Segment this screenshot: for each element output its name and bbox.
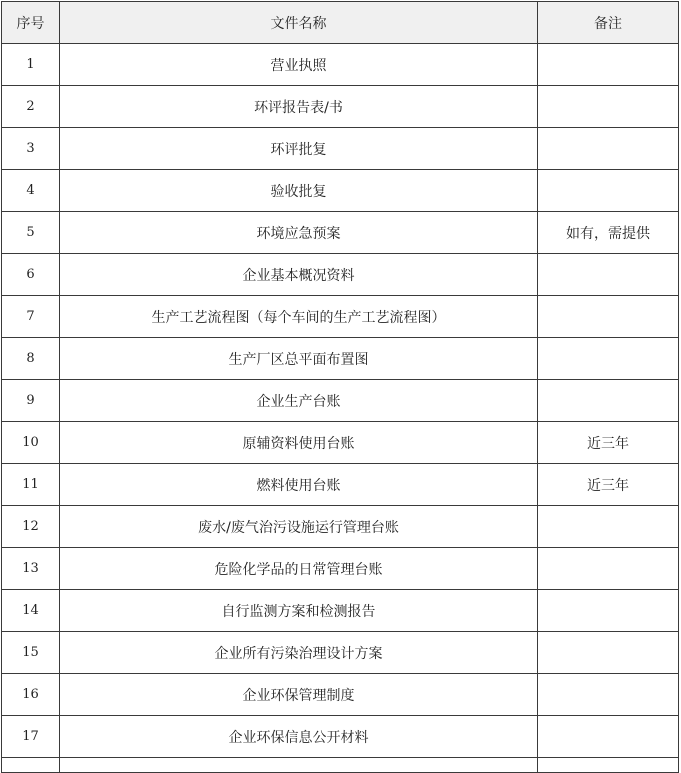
row-remarks: 如有，需提供: [538, 212, 679, 254]
header-remarks: 备注: [538, 2, 679, 44]
table-row: [2, 590, 679, 632]
row-number: 11: [2, 464, 60, 506]
table-header: [2, 2, 679, 44]
row-remarks: [538, 380, 679, 422]
table-row: [2, 128, 679, 170]
row-number: 6: [2, 254, 60, 296]
row-number: 8: [2, 338, 60, 380]
header-file-name: 文件名称: [60, 2, 538, 44]
row-number: 7: [2, 296, 60, 338]
table-row: [2, 254, 679, 296]
row-file-name: 验收批复: [60, 170, 538, 212]
row-number: 2: [2, 86, 60, 128]
row-file-name: 燃料使用台账: [60, 464, 538, 506]
row-file-name: 企业所有污染治理设计方案: [60, 632, 538, 674]
row-number: 9: [2, 380, 60, 422]
row-file-name: 环境应急预案: [60, 212, 538, 254]
row-number: 16: [2, 674, 60, 716]
row-file-name: 生产工艺流程图（每个车间的生产工艺流程图）: [60, 296, 538, 338]
row-file-name: 生产厂区总平面布置图: [60, 338, 538, 380]
table-row-partial: [2, 758, 679, 773]
row-number: 10: [2, 422, 60, 464]
row-remarks: [538, 338, 679, 380]
row-file-name: 企业环保信息公开材料: [60, 716, 538, 758]
row-number: 12: [2, 506, 60, 548]
row-number: 5: [2, 212, 60, 254]
row-remarks: [538, 590, 679, 632]
row-remarks: 近三年: [538, 422, 679, 464]
table-row: [2, 632, 679, 674]
row-file-name: 企业生产台账: [60, 380, 538, 422]
row-file-name: 自行监测方案和检测报告: [60, 590, 538, 632]
row-file-name: 原辅资料使用台账: [60, 422, 538, 464]
row-file-name: 环评批复: [60, 128, 538, 170]
row-remarks: [538, 632, 679, 674]
table-row: [2, 86, 679, 128]
header-number: 序号: [2, 2, 60, 44]
table-row: [2, 464, 679, 506]
row-remarks: 近三年: [538, 464, 679, 506]
row-number-empty: [2, 758, 60, 773]
table-row: [2, 548, 679, 590]
row-remarks: [538, 674, 679, 716]
row-remarks: [538, 548, 679, 590]
row-number: 13: [2, 548, 60, 590]
row-number: 14: [2, 590, 60, 632]
table-row: [2, 380, 679, 422]
table-row: [2, 506, 679, 548]
table-row: [2, 338, 679, 380]
table-row: [2, 170, 679, 212]
row-remarks: [538, 716, 679, 758]
row-number: 4: [2, 170, 60, 212]
row-number: 17: [2, 716, 60, 758]
row-remarks-empty: [538, 758, 679, 773]
row-remarks: [538, 86, 679, 128]
table-row: [2, 212, 679, 254]
table-row: [2, 44, 679, 86]
row-file-name: 企业基本概况资料: [60, 254, 538, 296]
row-remarks: [538, 296, 679, 338]
table-row: [2, 674, 679, 716]
table-row: [2, 296, 679, 338]
table-body: [2, 44, 679, 773]
table-row: [2, 716, 679, 758]
row-remarks: [538, 128, 679, 170]
row-file-name: 环评报告表/书: [60, 86, 538, 128]
row-remarks: [538, 506, 679, 548]
row-remarks: [538, 44, 679, 86]
row-file-name: 企业环保管理制度: [60, 674, 538, 716]
row-file-name: 危险化学品的日常管理台账: [60, 548, 538, 590]
row-file-name: 营业执照: [60, 44, 538, 86]
table-row: [2, 422, 679, 464]
header-row: [2, 2, 679, 44]
row-file-name: 废水/废气治污设施运行管理台账: [60, 506, 538, 548]
row-number: 15: [2, 632, 60, 674]
row-remarks: [538, 170, 679, 212]
row-remarks: [538, 254, 679, 296]
row-number: 1: [2, 44, 60, 86]
row-file-name-empty: [60, 758, 538, 773]
document-table: [1, 1, 679, 773]
row-number: 3: [2, 128, 60, 170]
